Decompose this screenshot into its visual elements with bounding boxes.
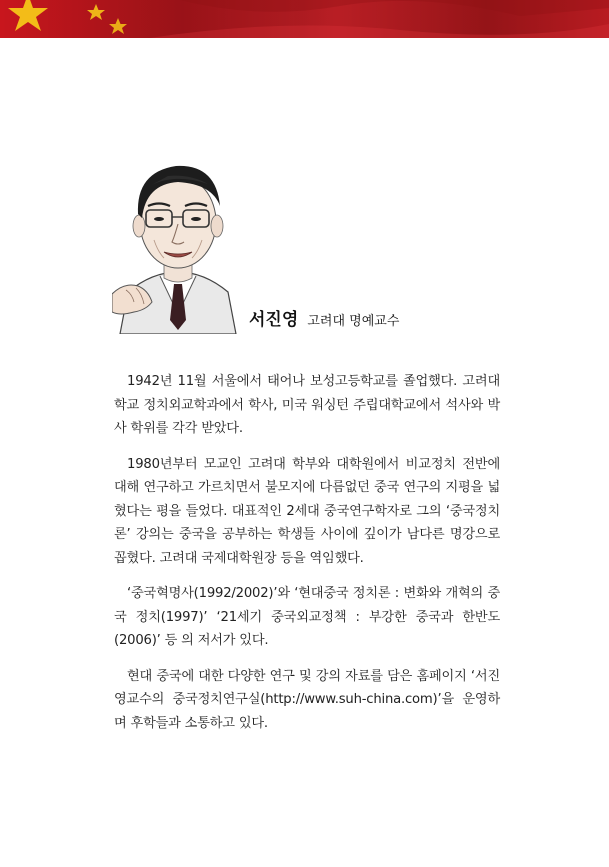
bio-paragraph: ‘중국혁명사(1992/2002)’와 ‘현대중국 정치론 : 변화와 개혁의 중국 정치(1997)’ ‘21세기 중국외교정책 : 부강한 중국과 한반도(2006)’ 등 의 저서가 있다. — [114, 586, 500, 648]
bio-paragraph: 1980년부터 모교인 고려대 학부와 대학원에서 비교정치 전반에 대해 연구하고 가르치면서 불모지에 다름없던 중국 연구의 지평을 넓혔다는 평을 들었다. 대표적인 2세대 중국연구학자로 그의 ‘중국정치론’ 강의는 중국을 공부하는 학생들 사이에 깊이가 남다른 명강으로 꼽혔다. 고려대 국제대학원장 등을 역임했다. — [114, 456, 500, 566]
author-caption — [249, 309, 399, 333]
top-banner — [0, 0, 609, 38]
author-title: 고려대 명예교수 — [307, 314, 400, 329]
author-portrait — [112, 144, 247, 334]
bio-paragraph: 현대 중국에 대한 다양한 연구 및 강의 자료를 담은 홈페이지 ‘서진영교수의 중국정치연구실(http://www.suh-china.com)’을 운영하며 후학들과 소통하고 있다. — [114, 668, 500, 731]
author-bio — [114, 370, 500, 747]
flag-pattern — [0, 0, 609, 38]
author-name: 서진영 — [249, 310, 299, 330]
bio-paragraph: 1942년 11월 서울에서 태어나 보성고등학교를 졸업했다. 고려대학교 정치외교학과에서 학사, 미국 워싱턴 주립대학교에서 석사와 박사 학위를 각각 받았다. — [114, 374, 500, 436]
